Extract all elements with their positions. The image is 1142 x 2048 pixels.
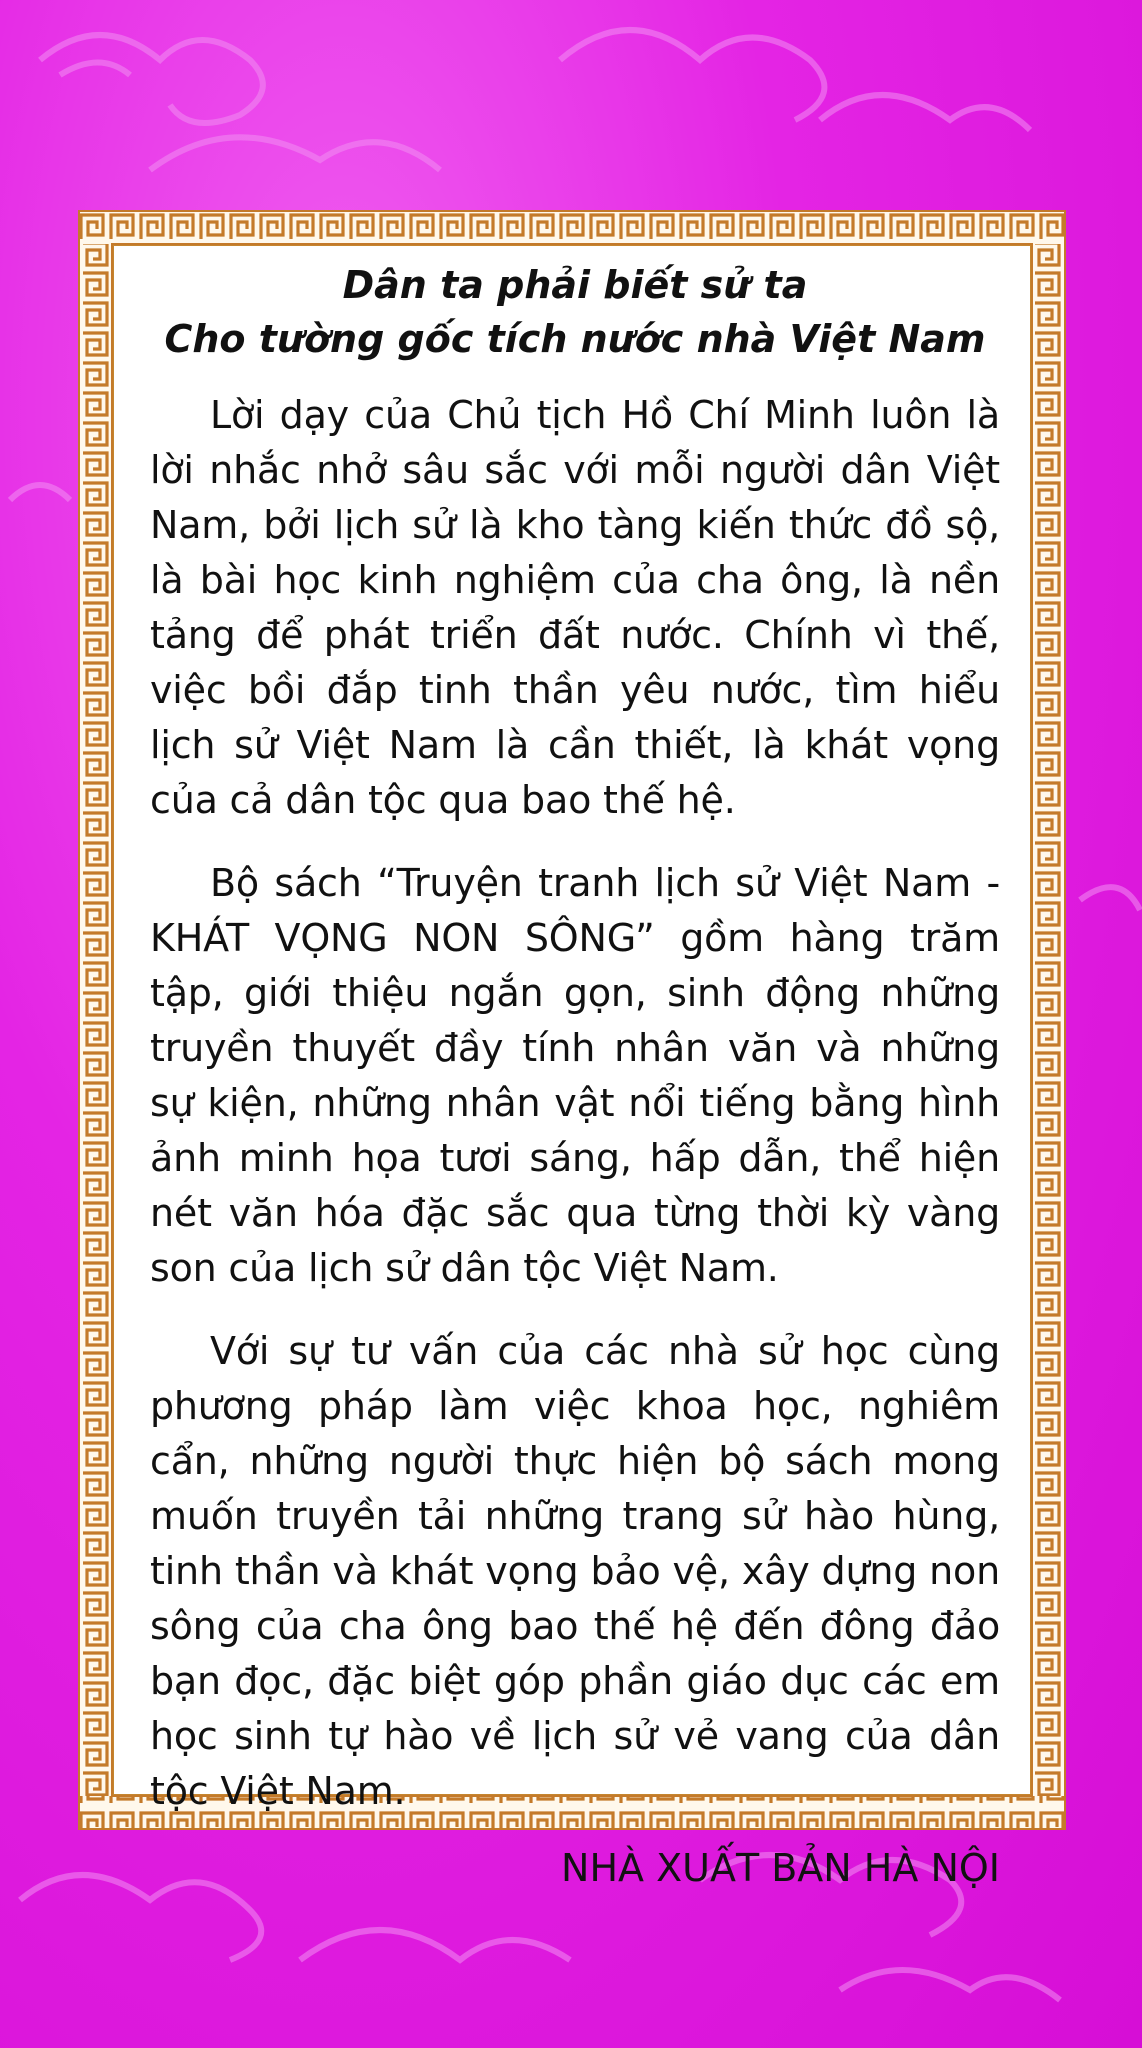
- epigraph-line-1: Dân ta phải biết sử ta: [342, 263, 808, 307]
- paragraph-3: Với sự tư vấn của các nhà sử học cùng phương pháp làm việc khoa học, nghiêm cẩn, những người thực hiện bộ sách mong muốn truyền tải những trang sử hào hùng, tinh thần và khát vọng bảo vệ, xây dựng non sông của cha ông bao thế hệ đến đông đảo bạn đọc, đặc biệt góp phần giáo dục các em học sinh tự hào về lịch sử vẻ vang của dân tộc Việt Nam.: [150, 1329, 1000, 1813]
- epigraph-line-2: Cho tường gốc tích nước nhà Việt Nam: [164, 317, 986, 361]
- main-text: [150, 250, 1000, 1896]
- paragraph-1: Lời dạy của Chủ tịch Hồ Chí Minh luôn là lời nhắc nhở sâu sắc với mỗi người dân Việt Nam, bởi lịch sử là kho tàng kiến thức đồ sộ, là bài học kinh nghiệm của cha ông, là nền tảng để phát triển đất nước. Chính vì thế, việc bồi đắp tinh thần yêu nước, tìm hiểu lịch sử Việt Nam là cần thiết, là khát vọng của cả dân tộc qua bao thế hệ.: [150, 393, 1000, 822]
- publisher-signature: NHÀ XUẤT BẢN HÀ NỘI: [561, 1846, 1000, 1890]
- epigraph: [150, 258, 1000, 366]
- paragraph-2: Bộ sách “Truyện tranh lịch sử Việt Nam - KHÁT VỌNG NON SÔNG” gồm hàng trăm tập, giới thiệu ngắn gọn, sinh động những truyền thuyết đầy tính nhân văn và những sự kiện, những nhân vật nổi tiếng bằng hình ảnh minh họa tươi sáng, hấp dẫn, thể hiện nét văn hóa đặc sắc qua từng thời kỳ vàng son của lịch sử dân tộc Việt Nam.: [150, 861, 1000, 1290]
